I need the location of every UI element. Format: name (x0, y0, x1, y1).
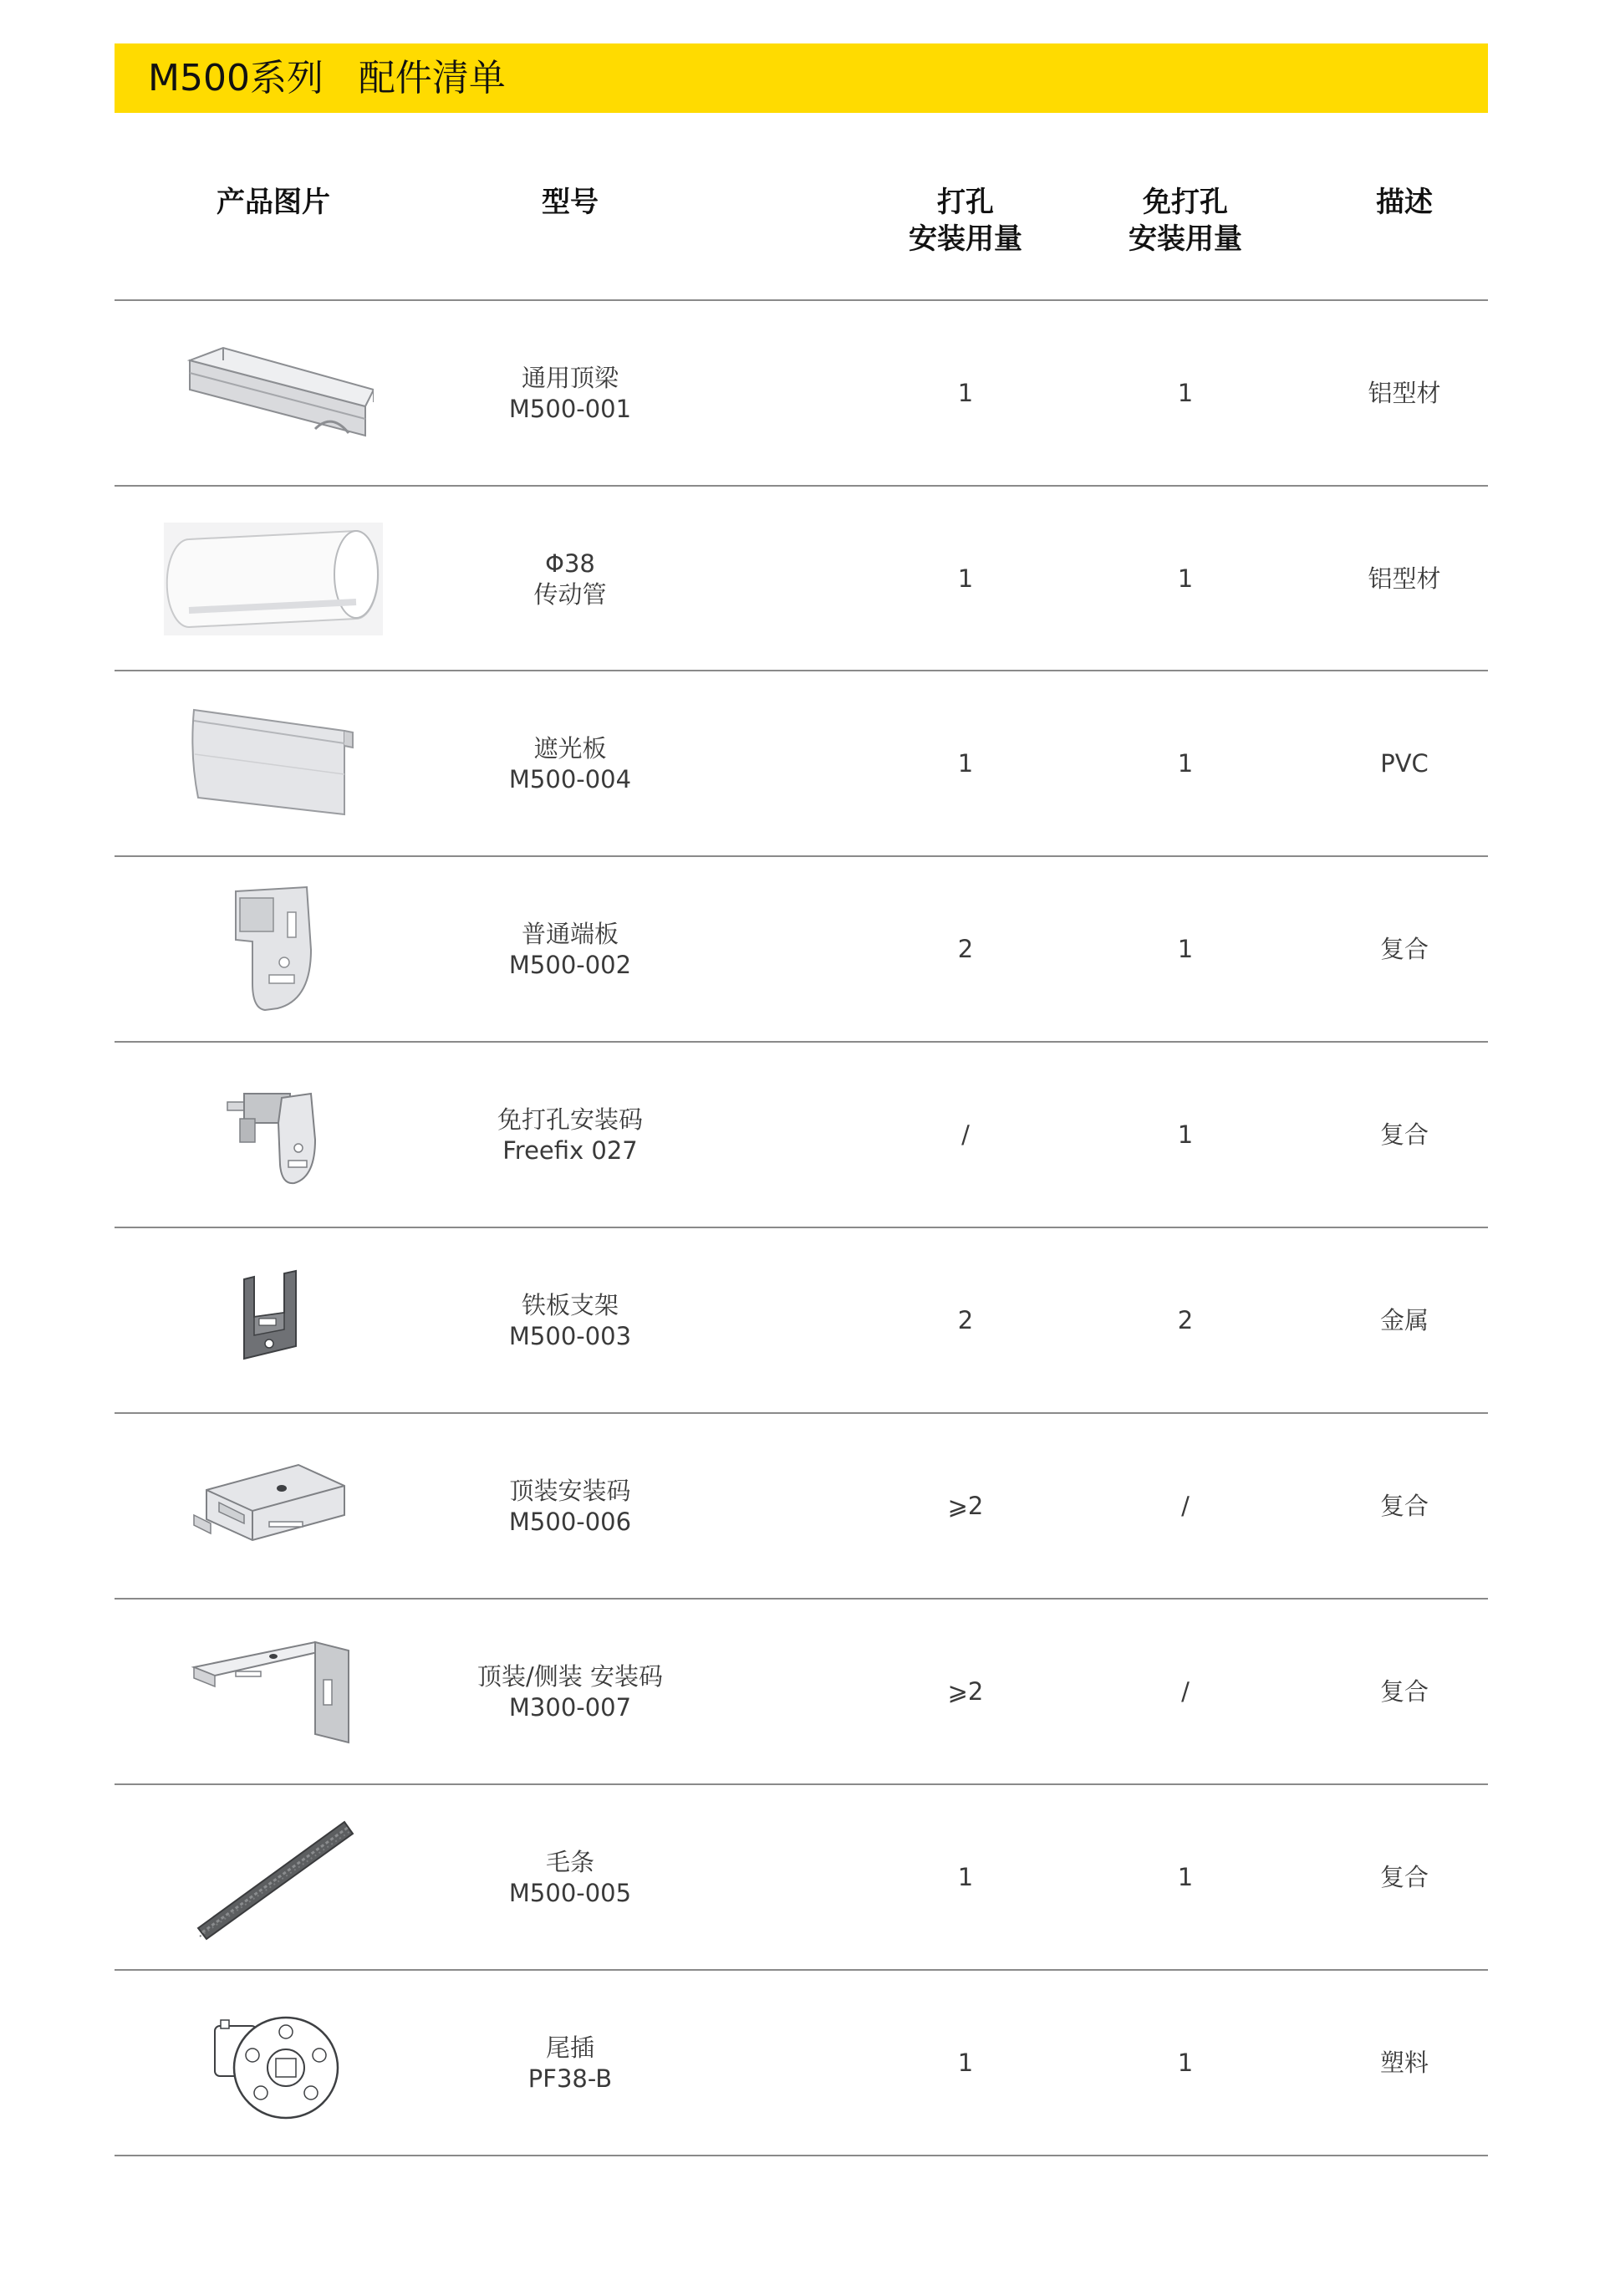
drill-qty: 2 (957, 935, 974, 963)
item-name: 顶装安装码 (509, 1476, 631, 1505)
table-row (115, 487, 1488, 671)
item-desc: 复合 (1379, 1120, 1429, 1149)
item-model: M500-001 (508, 394, 632, 423)
title-bar (115, 43, 1488, 113)
header-model: 型号 (542, 186, 599, 219)
item-desc: 复合 (1379, 1492, 1429, 1520)
drill-qty: 1 (957, 379, 974, 407)
freefix-bracket-icon (223, 1081, 324, 1190)
item-desc: 塑料 (1379, 2049, 1429, 2077)
item-desc: 复合 (1379, 935, 1429, 963)
item-model: M500-004 (508, 764, 632, 793)
table-row (115, 1414, 1488, 1599)
nodrill-qty: 1 (1177, 1863, 1194, 1891)
nodrill-qty: 1 (1177, 564, 1194, 593)
top-mount-clip-icon (190, 1457, 357, 1557)
item-name: Φ38 (545, 548, 595, 578)
nodrill-qty: 1 (1177, 749, 1194, 778)
item-name: 免打孔安装码 (497, 1105, 643, 1134)
drill-qty: 2 (957, 1306, 974, 1334)
header-nodrill-line1: 免打孔 (1143, 186, 1228, 219)
table-row (115, 1228, 1488, 1413)
nodrill-qty: 1 (1177, 935, 1194, 963)
item-model: M500-002 (508, 950, 632, 979)
drill-qty: 1 (957, 564, 974, 593)
table-row (115, 1971, 1488, 2156)
item-name: 毛条 (545, 1847, 594, 1876)
item-desc: 复合 (1379, 1677, 1429, 1706)
table-row (115, 1043, 1488, 1227)
item-model: PF38-B (527, 2064, 613, 2093)
item-model: M500-005 (508, 1878, 632, 1907)
table-row (115, 671, 1488, 856)
iron-bracket-icon (236, 1267, 311, 1375)
top-side-mount-clip-icon (190, 1638, 357, 1747)
table-header (115, 184, 1488, 301)
aluminum-top-beam-icon (173, 335, 374, 452)
item-desc: PVC (1380, 749, 1429, 778)
nodrill-qty: 1 (1177, 1120, 1194, 1149)
header-drill (867, 184, 1064, 258)
item-desc: 铝型材 (1368, 564, 1441, 593)
item-desc: 复合 (1379, 1863, 1429, 1891)
page-title: M500系列 配件清单 (148, 57, 506, 99)
row-divider (115, 2155, 1488, 2156)
item-desc: 铝型材 (1368, 379, 1441, 407)
table-row (115, 301, 1488, 486)
header-drill-line2: 安装用量 (909, 222, 1022, 256)
nodrill-qty: 1 (1177, 2049, 1194, 2077)
item-name: 尾插 (545, 2033, 594, 2062)
item-name: 铁板支架 (521, 1290, 619, 1319)
table-row (115, 1600, 1488, 1784)
brush-strip-icon (190, 1815, 357, 1941)
item-name: 顶装/侧装 安装码 (477, 1661, 663, 1691)
drive-tube-icon (164, 523, 383, 635)
item-model: M500-006 (508, 1507, 632, 1536)
drill-qty: ⩾2 (947, 1677, 984, 1706)
item-name: 遮光板 (533, 733, 607, 763)
nodrill-qty: / (1181, 1677, 1190, 1706)
drill-qty: 1 (957, 1863, 974, 1891)
drill-qty: / (961, 1120, 970, 1149)
header-nodrill-line2: 安装用量 (1129, 222, 1242, 256)
nodrill-qty: 1 (1177, 379, 1194, 407)
item-desc: 金属 (1379, 1306, 1429, 1334)
item-model: Freefix 027 (502, 1135, 638, 1165)
item-model: 传动管 (533, 579, 607, 609)
nodrill-qty: 2 (1177, 1306, 1194, 1334)
table-row (115, 857, 1488, 1042)
header-nodrill (1087, 184, 1284, 258)
header-desc: 描述 (1376, 186, 1433, 219)
header-drill-line1: 打孔 (937, 186, 994, 219)
drill-qty: 1 (957, 2049, 974, 2077)
end-plug-icon (202, 2005, 344, 2122)
light-shield-board-icon (190, 706, 357, 823)
item-model: M500-003 (508, 1321, 632, 1350)
nodrill-qty: / (1181, 1492, 1190, 1520)
item-model: M300-007 (508, 1692, 632, 1722)
drill-qty: 1 (957, 749, 974, 778)
header-image: 产品图片 (217, 186, 330, 219)
item-name: 普通端板 (521, 919, 619, 948)
table-row (115, 1785, 1488, 1970)
drill-qty: ⩾2 (947, 1492, 984, 1520)
item-name: 通用顶梁 (521, 363, 619, 392)
end-plate-icon (227, 883, 319, 1017)
